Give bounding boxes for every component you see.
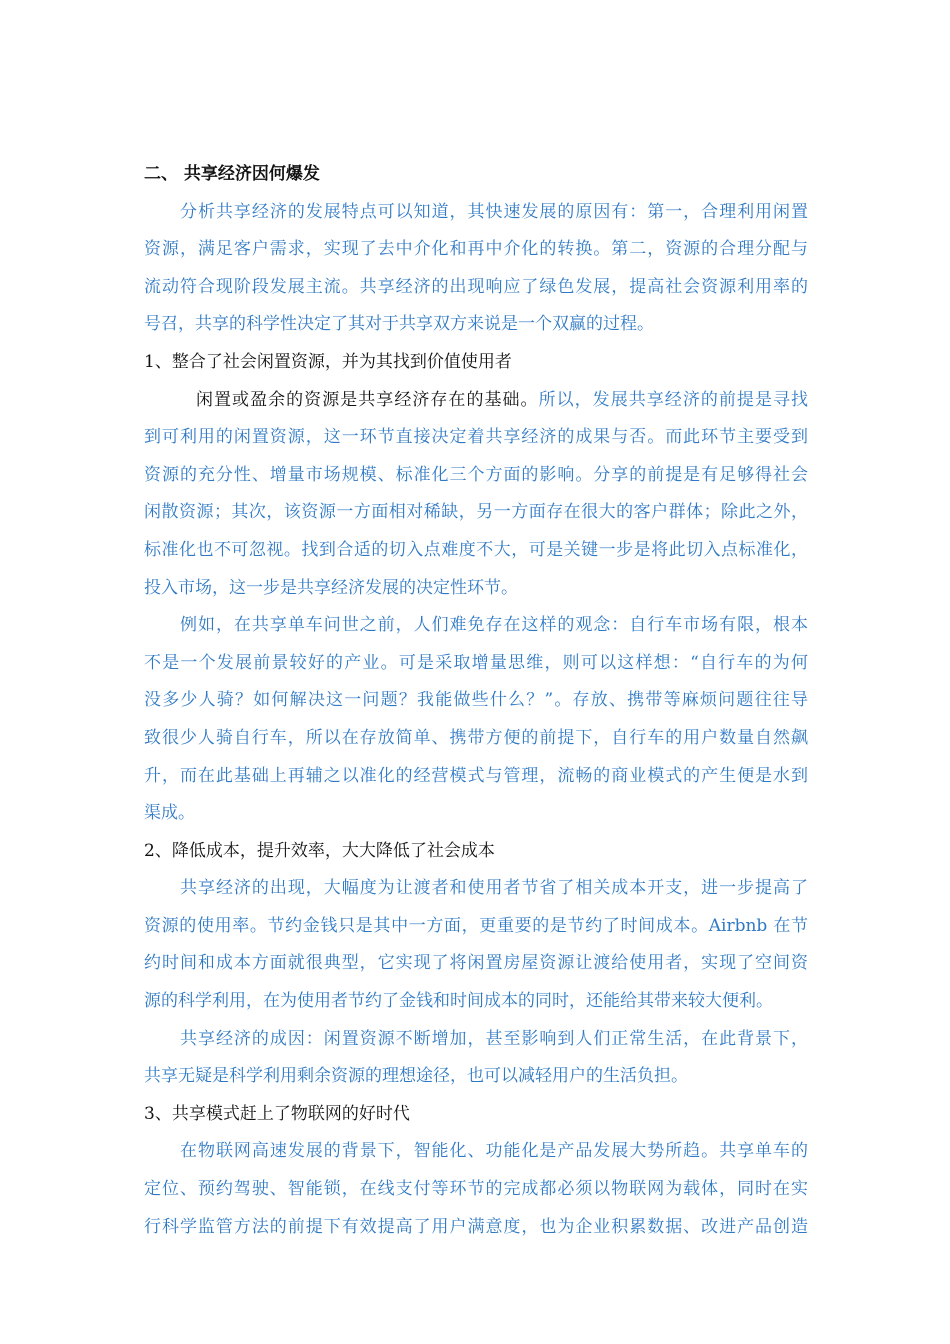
text-line: 约时间和成本方面就很典型，它实现了将闲置房屋资源让渡给使用者，实现了空间资 [144, 953, 808, 974]
text-line: 例如，在共享单车问世之前，人们难免存在这样的观念：自行车市场有限，根本 [180, 615, 808, 636]
paragraph-idle-resources [144, 382, 808, 608]
text-line: 共享无疑是科学利用剩余资源的理想途径，也可以减轻用户的生活负担。 [144, 1066, 688, 1087]
text-line: 流动符合现阶段发展主流。共享经济的出现响应了绿色发展，提高社会资源利用率的 [144, 276, 808, 297]
text-span: 闲置或盈余的资源是共享经济存在的基础。 [196, 389, 539, 410]
document-body [144, 156, 808, 1246]
subheading-1: 1、整合了社会闲置资源，并为其找到价值使用者 [144, 351, 512, 372]
text-line: 升，而在此基础上再辅之以准化的经营模式与管理，流畅的商业模式的产生便是水到 [144, 765, 808, 786]
text-span: 所以，发展共享经济的前提是寻找 [538, 389, 809, 410]
text-line: 渠成。 [144, 803, 195, 824]
text-line: 共享经济的出现，大幅度为让渡者和使用者节省了相关成本开支，进一步提高了 [180, 878, 808, 899]
text-line: 资源的充分性、增量市场规模、标准化三个方面的影响。分享的前提是有足够得社会 [144, 464, 808, 485]
text-line [144, 382, 808, 420]
subheading-3: 3、共享模式赶上了物联网的好时代 [144, 1103, 410, 1124]
text-line: 共享经济的成因：闲置资源不断增加，甚至影响到人们正常生活，在此背景下， [180, 1028, 808, 1049]
paragraph-causes [144, 194, 808, 344]
text-line: 致很少人骑自行车，所以在存放简单、携带方便的前提下，自行车的用户数量自然飙 [144, 727, 808, 748]
text-line: 源的科学利用，在为使用者节约了金钱和时间成本的同时，还能给其带来较大便利。 [144, 991, 773, 1012]
paragraph-causes-of-sharing [144, 1021, 808, 1096]
subheading-2: 2、降低成本，提升效率，大大降低了社会成本 [144, 840, 495, 861]
text-line: 分析共享经济的发展特点可以知道，其快速发展的原因有：第一，合理利用闲置 [180, 201, 808, 222]
text-line: 资源的使用率。节约金钱只是其中一方面，更重要的是节约了时间成本。Airbnb 在节 [144, 915, 808, 936]
text-line: 不是一个发展前景较好的产业。可是采取增量思维，则可以这样想：“自行车的为何 [144, 652, 808, 673]
text-line: 闲散资源；其次，该资源一方面相对稀缺，另一方面存在很大的客户群体；除此之外， [144, 502, 808, 523]
paragraph-iot [144, 1133, 808, 1246]
text-line: 到可利用的闲置资源，这一环节直接决定着共享经济的成果与否。而此环节主要受到 [144, 427, 808, 448]
text-line: 号召，共享的科学性决定了其对于共享双方来说是一个双赢的过程。 [144, 314, 654, 335]
text-line: 定位、预约驾驶、智能锁，在线支付等环节的完成都必须以物联网为载体，同时在实 [144, 1179, 808, 1200]
text-line: 行科学监管方法的前提下有效提高了用户满意度，也为企业积累数据、改进产品创造 [144, 1216, 808, 1237]
text-line: 资源，满足客户需求，实现了去中介化和再中介化的转换。第二，资源的合理分配与 [144, 239, 808, 260]
text-line: 在物联网高速发展的背景下，智能化、功能化是产品发展大势所趋。共享单车的 [180, 1141, 808, 1162]
text-line: 标准化也不可忽视。找到合适的切入点难度不大，可是关键一步是将此切入点标准化， [144, 539, 808, 560]
paragraph-bike-example [144, 607, 808, 833]
section-heading: 二、 共享经济因何爆发 [144, 164, 320, 184]
paragraph-cost-reduction [144, 870, 808, 1020]
text-line: 投入市场，这一步是共享经济发展的决定性环节。 [144, 577, 518, 598]
text-line: 没多少人骑？如何解决这一问题？我能做些什么？”。存放、携带等麻烦问题往往导 [144, 690, 808, 711]
